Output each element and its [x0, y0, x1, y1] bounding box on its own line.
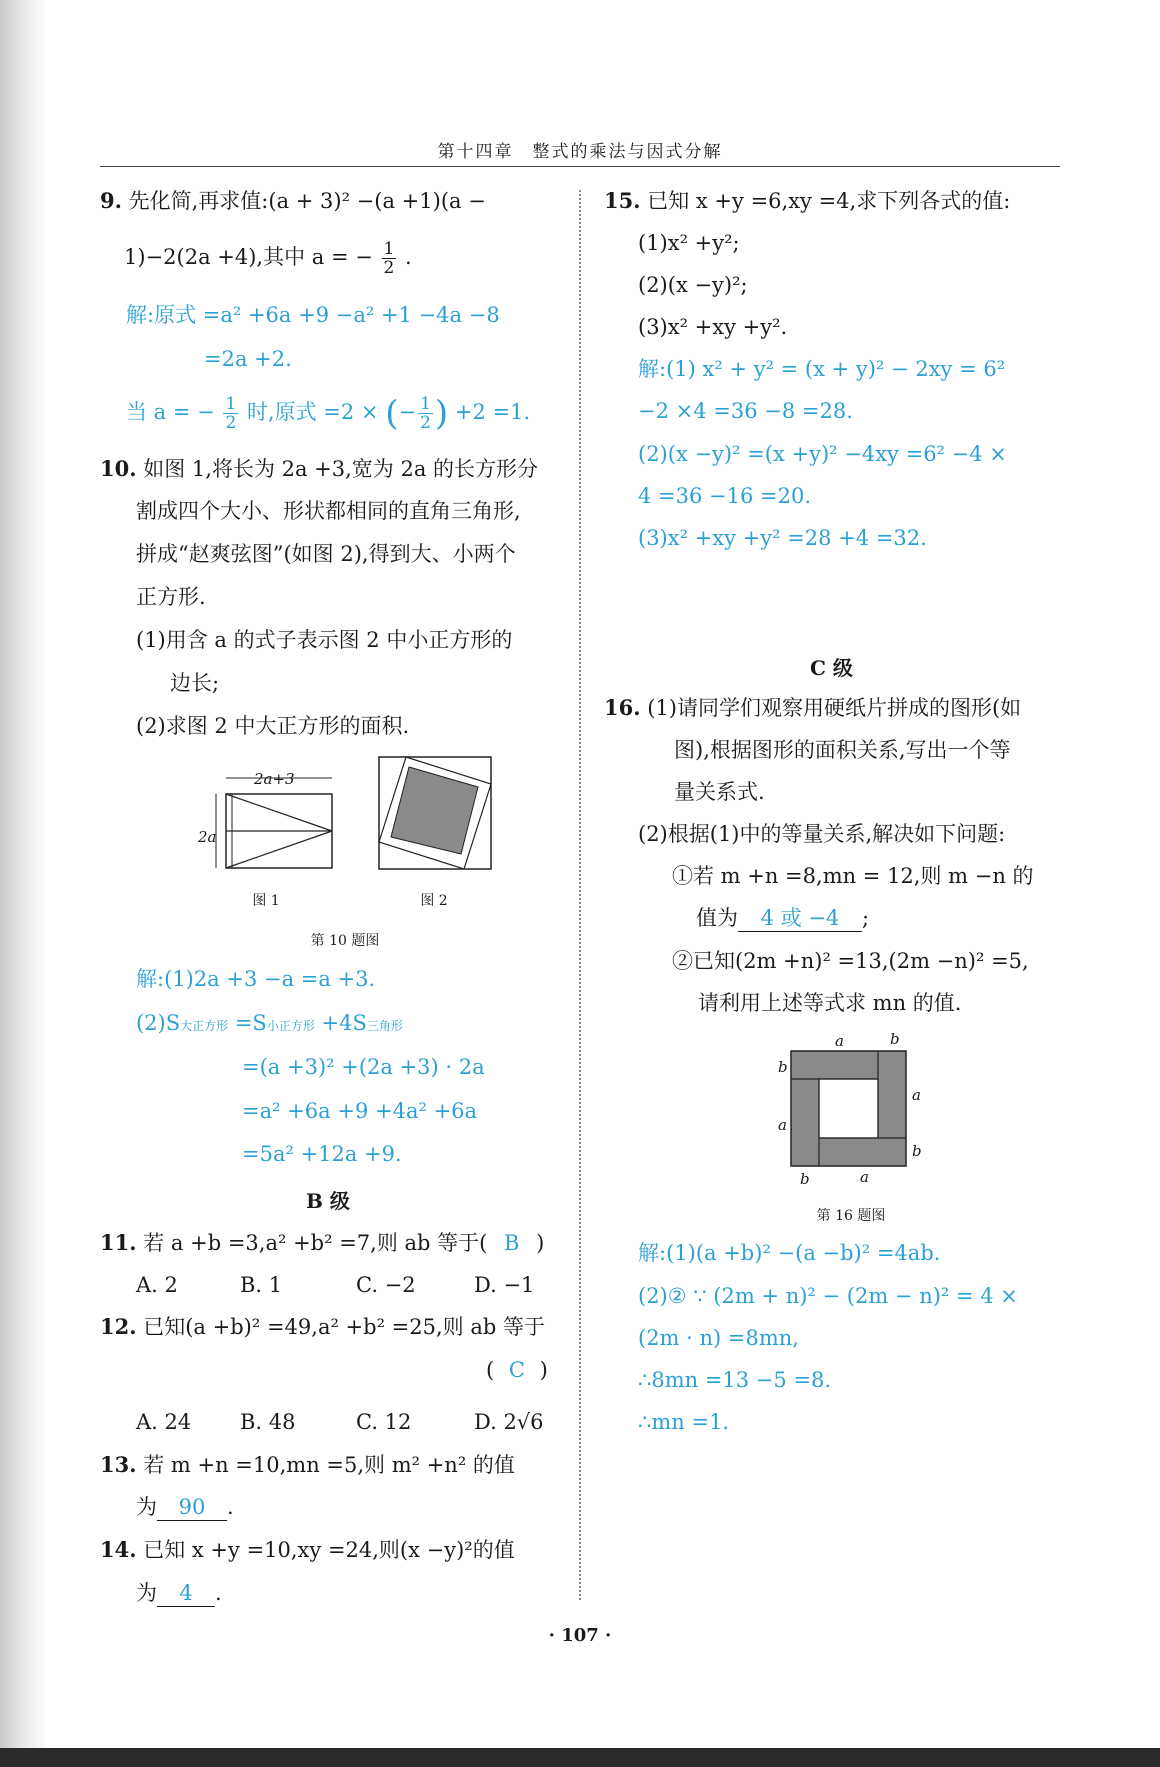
fig1-caption: 图 1	[252, 893, 280, 909]
q16-answer1: 解:(1)(a +b)² −(a −b)² =4ab.	[638, 1241, 941, 1265]
q10-part1: (1)用含 a 的式子表示图 2 中小正方形的	[136, 628, 513, 652]
q11-close: )	[536, 1231, 545, 1255]
q9-text1: 先化简,再求值:(a + 3)² −(a +1)(a −	[128, 189, 486, 213]
q16-sub1-answer-line	[696, 905, 869, 932]
fig16-label-a-top: a	[835, 1032, 844, 1050]
q9-line2	[124, 240, 412, 277]
q10-part2: (2)求图 2 中大正方形的面积.	[136, 714, 410, 738]
q13-number: 13.	[100, 1452, 137, 1477]
q16-sub1-end: ;	[862, 906, 870, 930]
q9-ans3-fraction2	[418, 395, 433, 432]
q16-sub2: ②已知(2m +n)² =13,(2m −n)² =5,	[672, 949, 1029, 973]
q9-ans3-text3: +2 =1.	[454, 400, 531, 424]
q10-answer4: =a² +6a +9 +4a² +6a	[242, 1099, 478, 1123]
q16-answer4: ∴8mn =13 −5 =8.	[638, 1368, 832, 1392]
q9-answer1: 解:原式 =a² +6a +9 −a² +1 −4a −8	[126, 303, 500, 327]
q11-option-d: D. −1	[474, 1273, 535, 1297]
q13-text2: 为	[136, 1495, 157, 1519]
frac-den: 2	[225, 413, 237, 433]
q14-line2	[136, 1580, 222, 1607]
q12-answer-paren	[486, 1357, 548, 1383]
frac-den: 2	[420, 413, 431, 433]
paren-close: )	[434, 393, 449, 434]
q13-text: 若 m +n =10,mn =5,则 m² +n² 的值	[143, 1453, 515, 1477]
q16-sub1-answer-blank: 4 或 −4	[738, 905, 862, 932]
frac-num: 1	[383, 239, 395, 259]
q11-text: 若 a +b =3,a² +b² =7,则 ab 等于(	[143, 1231, 488, 1255]
q11-answer: B	[504, 1231, 520, 1255]
q12-stem	[100, 1314, 545, 1340]
header-rule	[100, 166, 1060, 167]
q11-stem	[100, 1230, 544, 1256]
fig16-label-b-left: b	[778, 1058, 788, 1076]
q14-text: 已知 x +y =10,xy =24,则(x −y)²的值	[143, 1538, 515, 1562]
diag	[226, 794, 332, 831]
q13-line2	[136, 1494, 234, 1521]
subscript: 小正方形	[266, 1019, 315, 1033]
q13-end: .	[227, 1495, 234, 1519]
paren: (	[486, 1358, 495, 1382]
q15-line1	[604, 188, 1010, 214]
q15-answer3: (2)(x −y)² =(x +y)² −4xy =6² −4 ×	[638, 442, 1007, 466]
frac-den: 2	[383, 258, 395, 278]
subscript: 大正方形	[180, 1019, 229, 1033]
q15-answer1: 解:(1) x² + y² = (x + y)² − 2xy = 6²	[638, 357, 1006, 381]
level-b-heading: B 级	[306, 1189, 350, 1213]
q15-answer4: 4 =36 −16 =20.	[638, 484, 812, 508]
q14-end: .	[215, 1581, 222, 1605]
q16-number: 16.	[604, 695, 641, 720]
q14-line1	[100, 1537, 515, 1563]
page-number: · 107 ·	[548, 1625, 612, 1646]
q16-answer5: ∴mn =1.	[638, 1410, 730, 1434]
q12-option-c: C. 12	[356, 1410, 412, 1434]
fig16-label-b-bottom: b	[800, 1170, 810, 1188]
q16-sub2-cont: 请利用上述等式求 mn 的值.	[698, 991, 962, 1015]
small-square	[391, 767, 478, 854]
paren: )	[539, 1358, 548, 1382]
q15-part1: (1)x² +y²;	[638, 231, 740, 255]
q9-fraction	[382, 240, 397, 277]
frac-num: 1	[420, 394, 431, 414]
fig16-label-b-right: b	[912, 1142, 922, 1160]
q13-line1	[100, 1452, 515, 1478]
q11-number: 11.	[100, 1230, 137, 1255]
q12-option-b: B. 48	[240, 1410, 296, 1434]
q9-ans3-minus: −	[398, 400, 417, 424]
q11-option-b: B. 1	[240, 1273, 283, 1297]
diag	[226, 831, 332, 868]
q15-answer2: −2 ×4 =36 −8 =28.	[638, 399, 853, 423]
page-edge-shadow	[0, 0, 48, 1767]
q16-text4: (2)根据(1)中的等量关系,解决如下问题:	[638, 822, 1006, 846]
q9-text2-end: .	[405, 245, 412, 269]
q13-answer-blank: 90	[157, 1494, 227, 1521]
q10-answer2	[136, 1010, 403, 1039]
bottom-bar	[0, 1748, 1160, 1767]
q15-text: 已知 x +y =6,xy =4,求下列各式的值:	[647, 189, 1011, 213]
q14-number: 14.	[100, 1537, 137, 1562]
q10-text1: 如图 1,将长为 2a +3,宽为 2a 的长方形分	[143, 457, 539, 481]
q16-text3: 量关系式.	[674, 780, 765, 804]
q14-text2: 为	[136, 1581, 157, 1605]
ans-text: (2)S	[136, 1011, 181, 1035]
inner-hole	[819, 1079, 878, 1138]
subscript: 三角形	[366, 1019, 403, 1033]
q9-ans3-fraction	[223, 395, 238, 432]
q10-figure-caption: 第 10 题图	[310, 933, 380, 949]
level-c-heading: C 级	[810, 656, 853, 680]
q9-text2: 1)−2(2a +4),其中 a = −	[124, 245, 373, 269]
fig1-top-label: 2a+3	[254, 770, 295, 788]
q15-number: 15.	[604, 188, 641, 213]
q10-line2: 割成四个大小、形状都相同的直角三角形,	[136, 499, 521, 523]
figure-2-zhao-shuang	[378, 756, 492, 870]
q9-answer3	[126, 395, 530, 432]
fig16-label-b-top: b	[890, 1030, 900, 1048]
q12-answer: C	[508, 1358, 525, 1382]
q16-line1	[604, 695, 1021, 721]
q16-text2: 图),根据图形的面积关系,写出一个等	[674, 738, 1011, 762]
q9-ans3-text2: 时,原式 =2 ×	[246, 400, 379, 424]
q14-answer-blank: 4	[157, 1580, 215, 1607]
q16-sub1-text: 值为	[696, 906, 738, 930]
q12-option-a: A. 24	[136, 1410, 192, 1434]
fig16-label-a-left: a	[778, 1116, 787, 1134]
ans-text: =S	[228, 1011, 267, 1035]
q10-line1	[100, 456, 538, 482]
q10-answer5: =5a² +12a +9.	[242, 1142, 402, 1166]
frac-num: 1	[225, 394, 237, 414]
fig1-side-label: 2a	[198, 828, 217, 846]
q16-text1: (1)请同学们观察用硬纸片拼成的图形(如	[647, 696, 1022, 720]
q16-answer2: (2)② ∵ (2m + n)² − (2m − n)² = 4 ×	[638, 1284, 1018, 1308]
q9-number: 9.	[100, 188, 122, 213]
q15-answer5: (3)x² +xy +y² =28 +4 =32.	[638, 526, 927, 550]
fig16-label-a-bottom: a	[860, 1168, 869, 1186]
paren-open: (	[385, 393, 399, 434]
q11-option-a: A. 2	[136, 1273, 178, 1297]
chapter-header: 第十四章 整式的乘法与因式分解	[437, 142, 723, 162]
ans-text: +4S	[314, 1011, 367, 1035]
q10-answer1: 解:(1)2a +3 −a =a +3.	[136, 967, 376, 991]
q10-line3: 拼成“赵爽弦图”(如图 2),得到大、小两个	[136, 542, 516, 566]
column-divider	[579, 190, 581, 1600]
figure-16-square-frame	[790, 1050, 908, 1168]
q12-text: 已知(a +b)² =49,a² +b² =25,则 ab 等于	[143, 1315, 545, 1339]
q11-option-c: C. −2	[356, 1273, 416, 1297]
fig16-label-a-right: a	[912, 1086, 921, 1104]
q16-figure-caption: 第 16 题图	[816, 1208, 886, 1224]
q12-number: 12.	[100, 1314, 137, 1339]
q16-answer3: (2m · n) =8mn,	[638, 1326, 799, 1350]
q9-line1	[100, 188, 486, 214]
q10-part1-cont: 边长;	[170, 671, 220, 695]
q15-part3: (3)x² +xy +y².	[638, 315, 788, 339]
q9-answer2: =2a +2.	[204, 347, 292, 371]
q10-answer3: =(a +3)² +(2a +3) · 2a	[242, 1055, 485, 1079]
q10-number: 10.	[100, 456, 137, 481]
q16-sub1: ①若 m +n =8,mn = 12,则 m −n 的	[672, 864, 1034, 888]
q12-option-d: D. 2√6	[474, 1410, 544, 1434]
q15-part2: (2)(x −y)²;	[638, 273, 748, 297]
q10-line4: 正方形.	[136, 585, 206, 609]
q9-ans3-text: 当 a = −	[126, 400, 215, 424]
fig2-caption: 图 2	[420, 893, 448, 909]
